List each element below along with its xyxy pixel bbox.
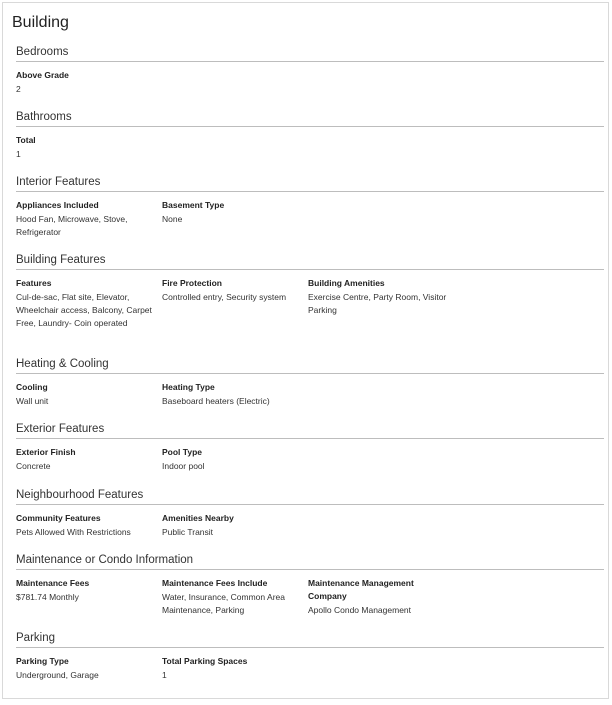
field-label: Above Grade: [16, 70, 69, 80]
field-label: Maintenance Management Company: [308, 578, 414, 601]
field-value: $781.74 Monthly: [16, 592, 79, 602]
field-label: Building Amenities: [308, 278, 385, 288]
field-fire-protection: [162, 277, 302, 304]
section-neighbourhood-features: [16, 488, 604, 537]
section-title: Maintenance or Condo Information: [16, 553, 604, 570]
field-label: Heating Type: [162, 382, 215, 392]
field-pool-type: [162, 446, 302, 473]
section-heating-cooling: [16, 357, 604, 406]
section-bathrooms: [16, 110, 604, 159]
field-value: Water, Insurance, Common Area Maintenance, Parking: [162, 592, 285, 615]
field-value: None: [162, 214, 183, 224]
field-building-amenities: [308, 277, 448, 317]
field-label: Basement Type: [162, 200, 225, 210]
field-label: Appliances Included: [16, 200, 99, 210]
field-basement-type: [162, 199, 302, 226]
section-title: Heating & Cooling: [16, 357, 604, 374]
field-label: Amenities Nearby: [162, 513, 234, 523]
section-exterior-features: [16, 422, 604, 471]
field-value: Public Transit: [162, 527, 214, 537]
field-community-features: [16, 512, 156, 539]
section-title: Bedrooms: [16, 45, 604, 62]
field-maintenance-fees-include: [162, 577, 302, 617]
field-label: Cooling: [16, 382, 48, 392]
field-amenities-nearby: [162, 512, 302, 539]
field-value: Controlled entry, Security system: [162, 292, 287, 302]
section-interior-features: [16, 175, 604, 237]
section-parking: [16, 631, 604, 680]
field-value: Wall unit: [16, 396, 49, 406]
field-cooling: [16, 381, 156, 408]
field-value: 2: [16, 84, 21, 94]
section-title: Bathrooms: [16, 110, 604, 127]
field-total-bathrooms: [16, 134, 156, 161]
field-value: Cul-de-sac, Flat site, Elevator, Wheelchair access, Balcony, Carpet Free, Laundry- Coin operated: [16, 292, 152, 328]
field-total-parking-spaces: [162, 655, 302, 682]
field-value: 1: [16, 149, 21, 159]
section-building-features: [16, 253, 604, 328]
field-value: Exercise Centre, Party Room, Visitor Parking: [308, 292, 447, 315]
section-title: Parking: [16, 631, 604, 648]
field-value: 1: [162, 670, 167, 680]
field-label: Fire Protection: [162, 278, 222, 288]
field-value: Underground, Garage: [16, 670, 99, 680]
field-value: Indoor pool: [162, 461, 205, 471]
field-label: Parking Type: [16, 656, 69, 666]
field-parking-type: [16, 655, 156, 682]
section-title: Building Features: [16, 253, 604, 270]
building-details-panel: [2, 2, 609, 699]
field-features: [16, 277, 156, 330]
field-label: Exterior Finish: [16, 447, 76, 457]
field-exterior-finish: [16, 446, 156, 473]
field-value: Pets Allowed With Restrictions: [16, 527, 131, 537]
field-maintenance-management-company: [308, 577, 448, 617]
field-label: Total Parking Spaces: [162, 656, 248, 666]
field-above-grade: [16, 69, 156, 96]
section-maintenance-condo: [16, 553, 604, 615]
field-label: Maintenance Fees Include: [162, 578, 268, 588]
section-bedrooms: [16, 45, 604, 94]
field-label: Total: [16, 135, 36, 145]
field-value: Baseboard heaters (Electric): [162, 396, 270, 406]
field-label: Pool Type: [162, 447, 202, 457]
section-title: Neighbourhood Features: [16, 488, 604, 505]
page-title: Building: [12, 14, 69, 31]
field-value: Apollo Condo Management: [308, 605, 412, 615]
section-title: Exterior Features: [16, 422, 604, 439]
field-value: Concrete: [16, 461, 51, 471]
field-value: Hood Fan, Microwave, Stove, Refrigerator: [16, 214, 128, 237]
field-appliances-included: [16, 199, 156, 239]
field-maintenance-fees: [16, 577, 156, 604]
field-label: Features: [16, 278, 52, 288]
field-label: Maintenance Fees: [16, 578, 90, 588]
field-heating-type: [162, 381, 302, 408]
field-label: Community Features: [16, 513, 101, 523]
section-title: Interior Features: [16, 175, 604, 192]
